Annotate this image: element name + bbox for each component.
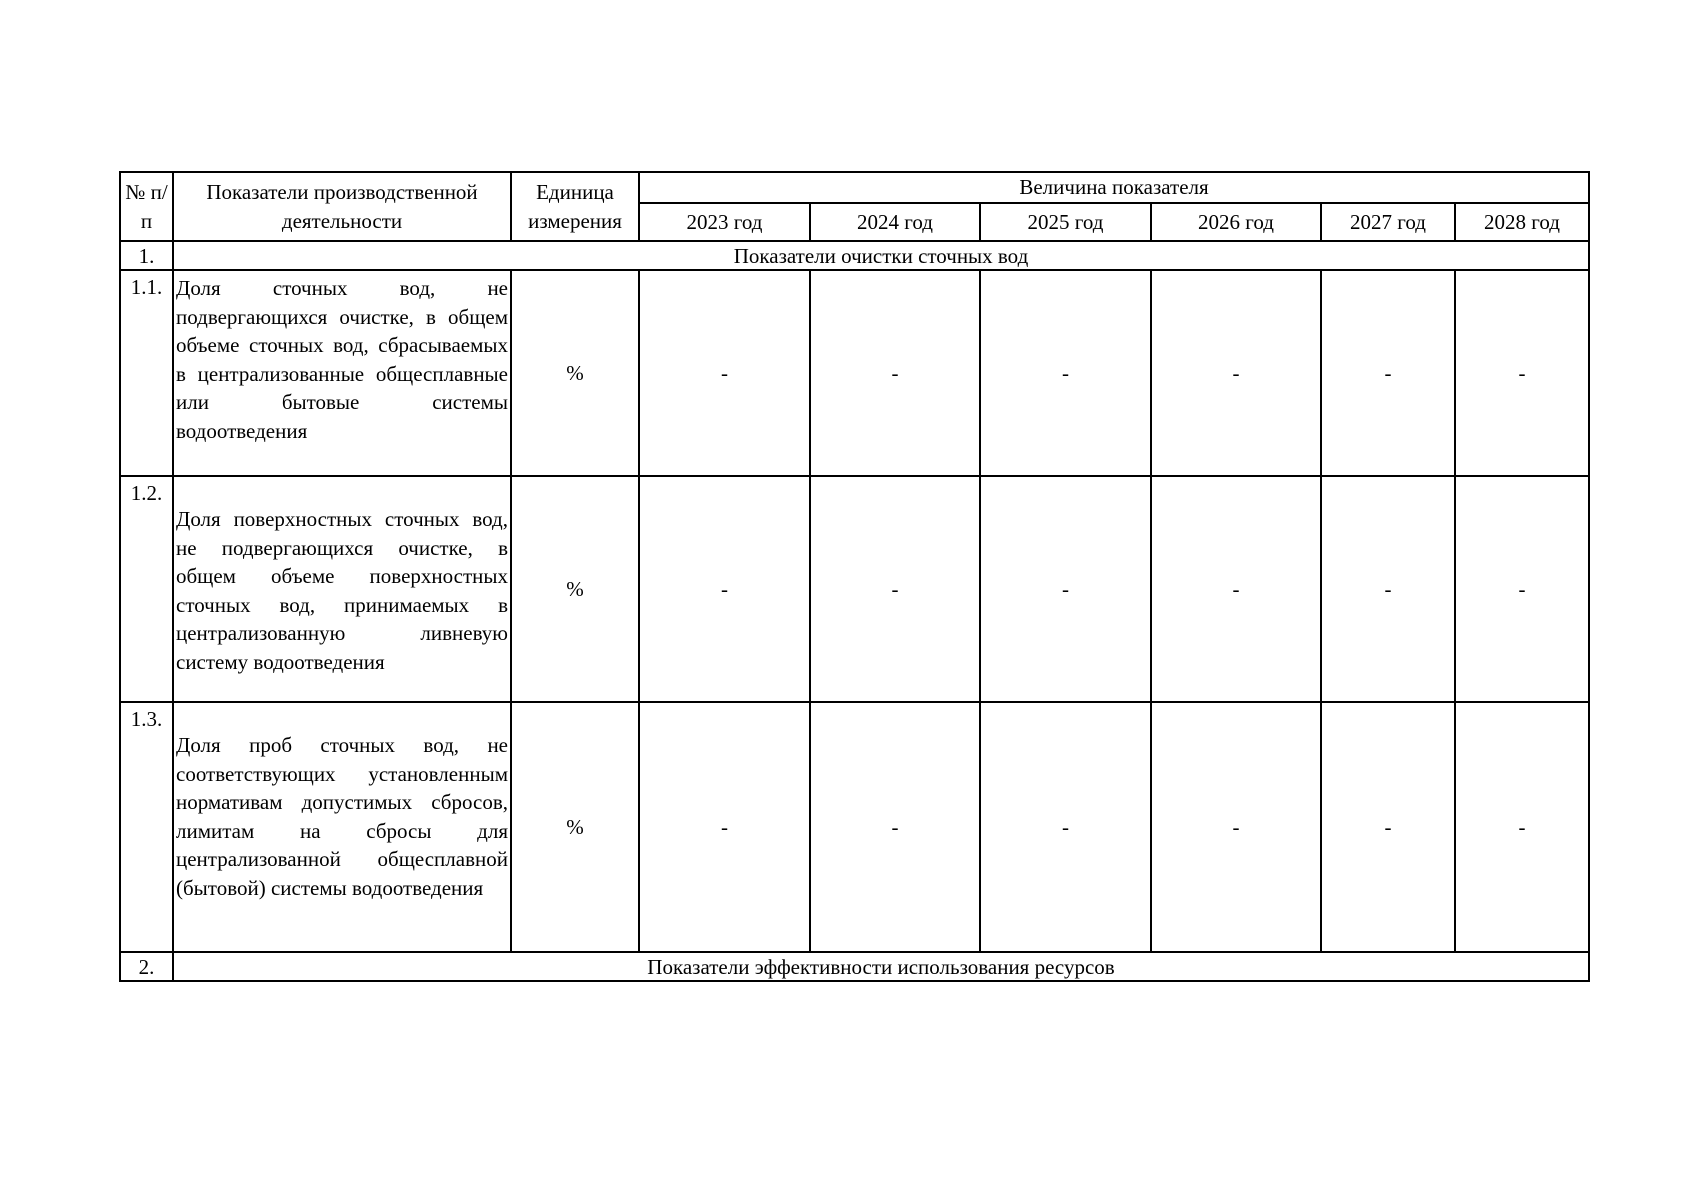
header-unit: Единица измерения <box>511 172 639 241</box>
row-value: - <box>810 476 980 702</box>
section-row <box>120 241 1589 270</box>
table-row <box>120 270 1589 476</box>
row-number: 1.2. <box>120 476 173 702</box>
row-value: - <box>639 476 810 702</box>
row-unit: % <box>511 702 639 952</box>
section-title: Показатели очистки сточных вод <box>173 241 1589 270</box>
section-title: Показатели эффективности использования ресурсов <box>173 952 1589 981</box>
header-year: 2026 год <box>1151 203 1321 241</box>
row-number: 1.1. <box>120 270 173 476</box>
row-value: - <box>1151 702 1321 952</box>
row-number: 1.3. <box>120 702 173 952</box>
row-value: - <box>1455 476 1589 702</box>
row-value: - <box>1321 476 1455 702</box>
header-year: 2028 год <box>1455 203 1589 241</box>
row-value: - <box>980 270 1151 476</box>
header-year: 2027 год <box>1321 203 1455 241</box>
section-number: 1. <box>120 241 173 270</box>
row-value: - <box>1321 702 1455 952</box>
row-indicator: Доля проб сточных вод, не соответствующих установленным нормативам допустимых сбросов, лимитам на сбросы для централизованной общесплавной (бытовой) системы водоотведения <box>173 702 511 952</box>
row-value: - <box>1321 270 1455 476</box>
header-indicator: Показатели производственной деятельности <box>173 172 511 241</box>
row-value: - <box>1455 270 1589 476</box>
row-value: - <box>980 702 1151 952</box>
row-indicator: Доля сточных вод, не подвергающихся очистке, в общем объеме сточных вод, сбрасываемых в централизованные общесплавные или бытовые системы водоотведения <box>173 270 511 476</box>
header-row-1 <box>120 172 1589 203</box>
row-value: - <box>810 270 980 476</box>
row-value: - <box>639 270 810 476</box>
row-unit: % <box>511 476 639 702</box>
table-row <box>120 702 1589 952</box>
section-number: 2. <box>120 952 173 981</box>
row-value: - <box>1151 270 1321 476</box>
row-value: - <box>639 702 810 952</box>
header-year: 2025 год <box>980 203 1151 241</box>
row-value: - <box>1151 476 1321 702</box>
row-value: - <box>810 702 980 952</box>
section-row <box>120 952 1589 981</box>
header-value-group: Величина показателя <box>639 172 1589 203</box>
row-value: - <box>1455 702 1589 952</box>
row-unit: % <box>511 270 639 476</box>
indicators-table <box>119 171 1590 982</box>
header-year: 2023 год <box>639 203 810 241</box>
header-num: № п/п <box>120 172 173 241</box>
row-indicator: Доля поверхностных сточных вод, не подвергающихся очистке, в общем объеме поверхностных сточных вод, принимаемых в централизованную ливневую систему водоотведения <box>173 476 511 702</box>
row-value: - <box>980 476 1151 702</box>
table-row <box>120 476 1589 702</box>
header-year: 2024 год <box>810 203 980 241</box>
